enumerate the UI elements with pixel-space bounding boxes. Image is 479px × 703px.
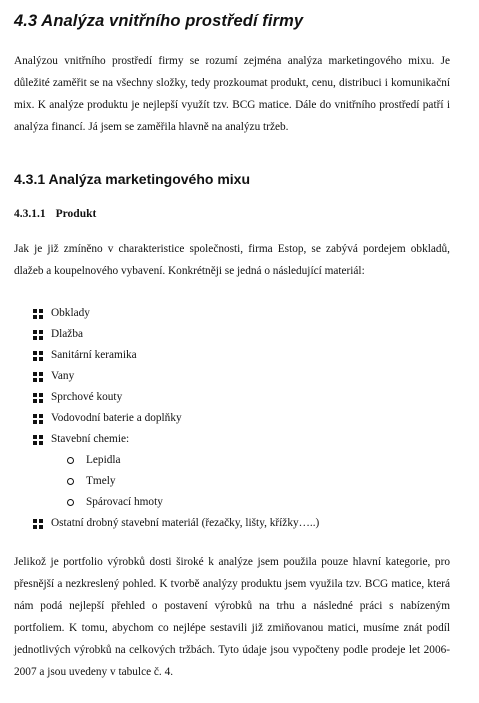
list-item (33, 387, 319, 408)
chemistry-sublist (33, 450, 319, 513)
sublist-item (33, 492, 319, 513)
list-item-label: Stavební chemie: (51, 433, 130, 445)
subsubsection-title: Produkt (55, 208, 97, 220)
list-item (33, 366, 319, 387)
sublist-item-label: Spárovací hmoty (86, 496, 163, 508)
square-bullet-icon (33, 351, 43, 361)
list-item (33, 324, 319, 345)
circle-bullet-icon (67, 478, 74, 485)
subsection-heading: 4.3.1 Analýza marketingového mixu (14, 171, 251, 187)
square-bullet-icon (33, 519, 43, 529)
list-item-label: Vany (51, 370, 75, 382)
list-item-label: Ostatní drobný stavební materiál (řezačky, lišty, křížky…..) (51, 517, 320, 529)
list-item (33, 345, 319, 366)
intro-paragraph: Analýzou vnitřního prostředí firmy se rozumí zejména analýza marketingového mixu. Je důležité zaměřit se na všechny složky, tedy prozkoumat produkt, cenu, distribuci i komunikační mix. K analýze produktu je nejlepší využít tzv. BCG matice. Dále do vnitřního prostředí patří i analýza financí. Já jsem se zaměřila hlavně na analýzu tržeb. (14, 55, 450, 133)
materials-list (33, 303, 319, 534)
square-bullet-icon (33, 435, 43, 445)
list-item (33, 303, 319, 324)
square-bullet-icon (33, 414, 43, 424)
product-paragraph: Jak je již zmíněno v charakteristice společnosti, firma Estop, se zabývá pordejem obkladů, dlažeb a koupelnového vybavení. Konkrétněji se jedná o následující materiál: (14, 243, 450, 277)
list-item-label: Dlažba (51, 328, 83, 340)
list-item-label: Obklady (51, 307, 90, 319)
nested-list-container (33, 450, 319, 513)
sublist-item (33, 471, 319, 492)
section-heading: 4.3 Analýza vnitřního prostředí firmy (14, 12, 304, 30)
list-item-label: Sanitární keramika (51, 349, 137, 361)
closing-paragraph: Jelikož je portfolio výrobků dosti široké k analýze jsem použila pouze hlavní kategorie, pro přesnější a nezkreslený pohled. K tvorbě analýzy produktu jsem využila tzv. BCG matice, která nám podá nejlepší přehled o postavení výrobků na trhu a následné práci s nabízeným portfoliem. K tomu, abychom co nejlépe sestavili již zmiňovanou matici, musíme znát podíl jednotlivých výrobků na celkových tržbách. Tyto údaje jsou vypočteny podle prodeje let 2006-2007 a jsou uvedeny v tabulce č. 4. (14, 556, 450, 678)
square-bullet-icon (33, 393, 43, 403)
square-bullet-icon (33, 372, 43, 382)
square-bullet-icon (33, 330, 43, 340)
sublist-item (33, 450, 319, 471)
circle-bullet-icon (67, 457, 74, 464)
sublist-item-label: Lepidla (86, 454, 121, 466)
list-item-label: Vodovodní baterie a doplňky (51, 412, 182, 424)
circle-bullet-icon (67, 499, 74, 506)
subsubsection-number: 4.3.1.1 (14, 208, 46, 220)
list-item (33, 429, 319, 450)
list-item-label: Sprchové kouty (51, 391, 123, 403)
square-bullet-icon (33, 309, 43, 319)
subsubsection-heading (14, 208, 96, 220)
sublist-item-label: Tmely (86, 475, 116, 487)
list-item (33, 513, 319, 534)
list-item (33, 408, 319, 429)
